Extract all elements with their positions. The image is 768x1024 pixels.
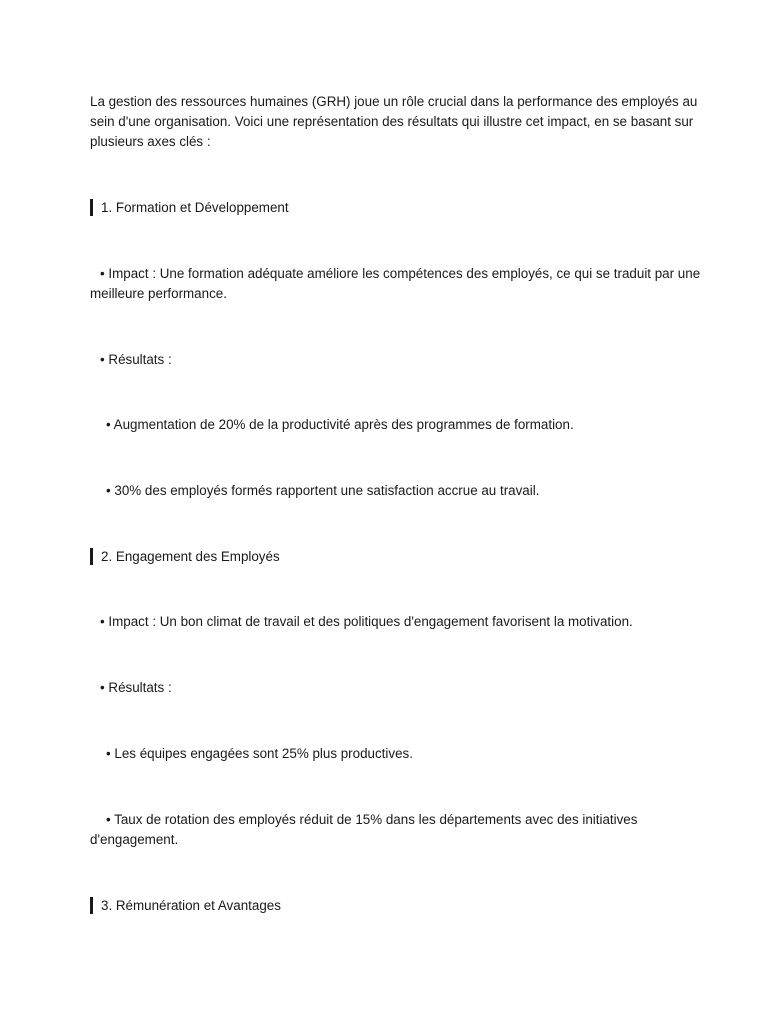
- heading-bar: [90, 548, 93, 565]
- impact-line-2: meilleure performance.: [90, 286, 227, 301]
- results-label: • Résultats :: [100, 352, 172, 367]
- intro-line-1: La gestion des ressources humaines (GRH) joue un rôle crucial dans la performance des employés au: [90, 94, 698, 109]
- section-heading-engagement: [90, 547, 280, 567]
- section-heading-text: 1. Formation et Développement: [101, 200, 289, 215]
- heading-bar: [90, 199, 93, 216]
- result-item: • Les équipes engagées sont 25% plus productives.: [106, 746, 413, 761]
- intro-line-3: plusieurs axes clés :: [90, 134, 211, 149]
- impact-line-1: • Impact : Un bon climat de travail et des politiques d'engagement favorisent la motivation.: [100, 614, 633, 629]
- section-heading-formation: [90, 198, 289, 218]
- result-item: • 30% des employés formés rapportent une satisfaction accrue au travail.: [106, 483, 540, 498]
- section-heading-text: 2. Engagement des Employés: [101, 549, 280, 564]
- section-heading-text: 3. Rémunération et Avantages: [101, 898, 281, 913]
- heading-bar: [90, 897, 93, 914]
- intro-line-2: sein d'une organisation. Voici une représentation des résultats qui illustre cet impact, en se basant sur: [90, 114, 694, 129]
- section-heading-remuneration: [90, 896, 281, 916]
- result-item-continuation: d'engagement.: [90, 832, 179, 847]
- result-item: • Augmentation de 20% de la productivité après des programmes de formation.: [106, 417, 574, 432]
- result-item: • Taux de rotation des employés réduit de 15% dans les départements avec des initiatives: [106, 812, 638, 827]
- results-label: • Résultats :: [100, 680, 172, 695]
- impact-line-1: • Impact : Une formation adéquate améliore les compétences des employés, ce qui se traduit par une: [100, 266, 701, 281]
